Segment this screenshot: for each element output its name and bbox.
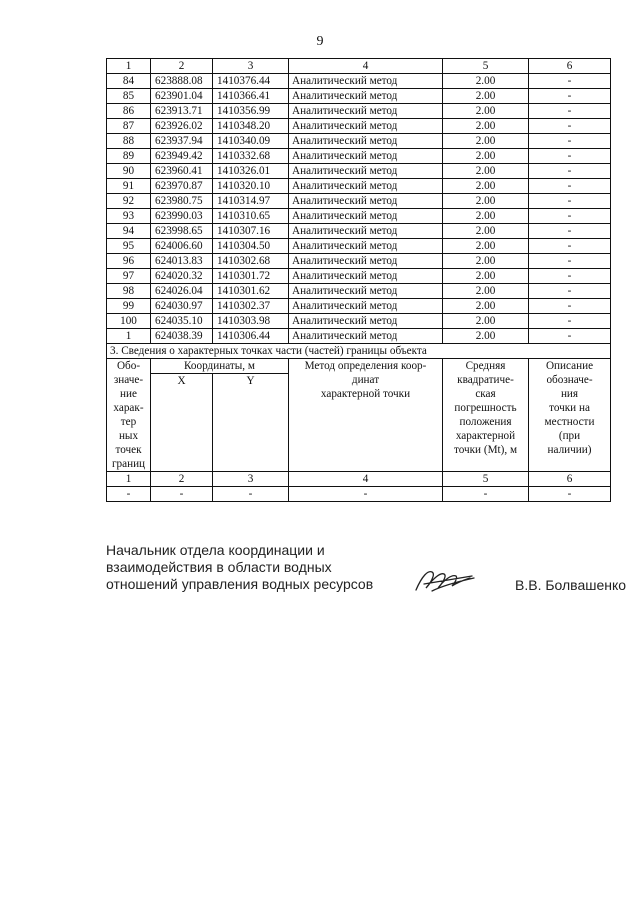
section-3-title-row [107, 344, 611, 359]
accuracy-cell: 2.00 [443, 299, 529, 314]
coord-x-cell: 623980.75 [151, 194, 213, 209]
coord-y-cell: 1410356.99 [213, 104, 289, 119]
position-line: отношений управления водных ресурсов [106, 576, 374, 592]
column-number: 2 [151, 472, 213, 487]
column-number: 2 [151, 59, 213, 74]
method-cell: Аналитический метод [289, 74, 443, 89]
section-3-empty-row [107, 487, 611, 502]
header-line: ние [120, 388, 137, 400]
header-line: харак- [113, 402, 144, 414]
point-number-cell: 1 [107, 329, 151, 344]
description-header [529, 359, 611, 472]
coord-y-cell: 1410307.16 [213, 224, 289, 239]
accuracy-cell: 2.00 [443, 194, 529, 209]
point-designation-header [107, 359, 151, 472]
header-line: точек [115, 444, 142, 456]
description-cell: - [529, 179, 611, 194]
table-row [107, 134, 611, 149]
method-cell: Аналитический метод [289, 179, 443, 194]
accuracy-cell: 2.00 [443, 104, 529, 119]
handwritten-signature [412, 566, 492, 594]
description-cell: - [529, 284, 611, 299]
header-line: ния [560, 388, 579, 400]
coord-y-cell: 1410302.37 [213, 299, 289, 314]
column-number: 6 [529, 59, 611, 74]
header-line: точки (Mt), м [453, 444, 518, 456]
coord-x-cell: 623960.41 [151, 164, 213, 179]
coord-x-cell: 624030.97 [151, 299, 213, 314]
table-row [107, 149, 611, 164]
description-cell: - [529, 104, 611, 119]
header-line: погрешность [454, 402, 517, 414]
empty-cell: - [529, 487, 611, 502]
coord-x-cell: 623990.03 [151, 209, 213, 224]
table-row [107, 269, 611, 284]
table-row [107, 119, 611, 134]
page-number: 9 [316, 34, 324, 49]
method-cell: Аналитический метод [289, 119, 443, 134]
point-number-cell: 90 [107, 164, 151, 179]
method-cell: Аналитический метод [289, 299, 443, 314]
point-number-cell: 100 [107, 314, 151, 329]
method-cell: Аналитический метод [289, 329, 443, 344]
point-number-cell: 85 [107, 89, 151, 104]
description-cell: - [529, 134, 611, 149]
coord-x-cell: 623998.65 [151, 224, 213, 239]
point-number-cell: 86 [107, 104, 151, 119]
method-cell: Аналитический метод [289, 239, 443, 254]
method-cell: Аналитический метод [289, 104, 443, 119]
description-cell: - [529, 314, 611, 329]
accuracy-cell: 2.00 [443, 254, 529, 269]
point-number-cell: 93 [107, 209, 151, 224]
accuracy-cell: 2.00 [443, 179, 529, 194]
coord-y-cell: 1410310.65 [213, 209, 289, 224]
description-cell: - [529, 119, 611, 134]
empty-cell: - [443, 487, 529, 502]
coord-x-cell: 623949.42 [151, 149, 213, 164]
header-line: Средняя [465, 360, 506, 372]
coordinates-table [106, 58, 611, 502]
coord-y-cell: 1410314.97 [213, 194, 289, 209]
accuracy-cell: 2.00 [443, 269, 529, 284]
method-cell: Аналитический метод [289, 194, 443, 209]
header-line: Метод определения коор- [304, 360, 427, 372]
header-line: характерной точки [320, 388, 411, 400]
coord-y-cell: 1410320.10 [213, 179, 289, 194]
table-row [107, 224, 611, 239]
description-cell: - [529, 224, 611, 239]
header-line: обозначе- [546, 374, 593, 386]
coord-x-cell: 624020.32 [151, 269, 213, 284]
coord-y-cell: 1410302.68 [213, 254, 289, 269]
empty-cell: - [151, 487, 213, 502]
accuracy-cell: 2.00 [443, 209, 529, 224]
point-number-cell: 96 [107, 254, 151, 269]
method-cell: Аналитический метод [289, 284, 443, 299]
coord-y-cell: 1410303.98 [213, 314, 289, 329]
header-line: точки на [549, 402, 590, 414]
point-number-cell: 89 [107, 149, 151, 164]
point-number-cell: 94 [107, 224, 151, 239]
column-number: 5 [443, 472, 529, 487]
description-cell: - [529, 329, 611, 344]
table-row [107, 104, 611, 119]
method-header [289, 359, 443, 472]
coord-x-cell: 624006.60 [151, 239, 213, 254]
coord-y-cell: 1410301.62 [213, 284, 289, 299]
accuracy-cell: 2.00 [443, 74, 529, 89]
table-row [107, 299, 611, 314]
header-line: значе- [113, 374, 144, 386]
position-line: взаимодействия в области водных [106, 559, 332, 575]
header-line: границ [111, 458, 146, 470]
point-number-cell: 87 [107, 119, 151, 134]
description-cell: - [529, 209, 611, 224]
table-row [107, 329, 611, 344]
coord-y-cell: 1410326.01 [213, 164, 289, 179]
description-cell: - [529, 269, 611, 284]
column-number: 6 [529, 472, 611, 487]
position-line: Начальник отдела координации и [106, 542, 325, 558]
coord-x-cell: 623888.08 [151, 74, 213, 89]
column-number: 4 [289, 472, 443, 487]
header-line: Обо- [116, 360, 141, 372]
description-cell: - [529, 89, 611, 104]
empty-cell: - [107, 487, 151, 502]
method-cell: Аналитический метод [289, 224, 443, 239]
coord-x-cell: 624038.39 [151, 329, 213, 344]
signatory-position [106, 542, 373, 593]
method-cell: Аналитический метод [289, 149, 443, 164]
method-cell: Аналитический метод [289, 89, 443, 104]
table-row [107, 179, 611, 194]
coord-y-cell: 1410332.68 [213, 149, 289, 164]
empty-cell: - [213, 487, 289, 502]
point-number-cell: 95 [107, 239, 151, 254]
coord-y-cell: 1410340.09 [213, 134, 289, 149]
column-number: 4 [289, 59, 443, 74]
section-3-column-number-row [107, 472, 611, 487]
coord-y-cell: 1410306.44 [213, 329, 289, 344]
point-number-cell: 88 [107, 134, 151, 149]
header-line: положения [459, 416, 512, 428]
table-row [107, 194, 611, 209]
table-row [107, 284, 611, 299]
column-number: 3 [213, 59, 289, 74]
method-cell: Аналитический метод [289, 209, 443, 224]
header-line: наличии) [547, 444, 592, 456]
method-cell: Аналитический метод [289, 314, 443, 329]
description-cell: - [529, 299, 611, 314]
description-cell: - [529, 239, 611, 254]
accuracy-cell: 2.00 [443, 224, 529, 239]
coordinates-header: Координаты, м [151, 359, 289, 374]
point-number-cell: 97 [107, 269, 151, 284]
table-row [107, 314, 611, 329]
point-number-cell: 92 [107, 194, 151, 209]
method-cell: Аналитический метод [289, 134, 443, 149]
column-number: 1 [107, 472, 151, 487]
column-number: 1 [107, 59, 151, 74]
header-line: тер [120, 416, 137, 428]
accuracy-cell: 2.00 [443, 284, 529, 299]
point-number-cell: 84 [107, 74, 151, 89]
point-number-cell: 99 [107, 299, 151, 314]
description-cell: - [529, 164, 611, 179]
header-line: местности [544, 416, 595, 428]
header-line: (при [558, 430, 581, 442]
table-row [107, 164, 611, 179]
accuracy-cell: 2.00 [443, 164, 529, 179]
header-line: динат [351, 374, 380, 386]
coord-y-cell: 1410376.44 [213, 74, 289, 89]
accuracy-cell: 2.00 [443, 149, 529, 164]
coord-x-cell: 623926.02 [151, 119, 213, 134]
coord-y-cell: 1410301.72 [213, 269, 289, 284]
empty-cell: - [289, 487, 443, 502]
coord-x-cell: 624026.04 [151, 284, 213, 299]
description-cell: - [529, 74, 611, 89]
method-cell: Аналитический метод [289, 164, 443, 179]
accuracy-cell: 2.00 [443, 314, 529, 329]
table-row [107, 89, 611, 104]
signatory-name: В.В. Болвашенко [515, 577, 627, 593]
column-number: 5 [443, 59, 529, 74]
accuracy-cell: 2.00 [443, 239, 529, 254]
table-row [107, 239, 611, 254]
coord-x-cell: 623901.04 [151, 89, 213, 104]
description-cell: - [529, 194, 611, 209]
header-line: ская [475, 388, 496, 400]
header-line: ных [118, 430, 139, 442]
description-cell: - [529, 149, 611, 164]
method-cell: Аналитический метод [289, 269, 443, 284]
coord-x-cell: 624013.83 [151, 254, 213, 269]
coord-x-cell: 623937.94 [151, 134, 213, 149]
column-number: 3 [213, 472, 289, 487]
accuracy-cell: 2.00 [443, 89, 529, 104]
error-header [443, 359, 529, 472]
accuracy-cell: 2.00 [443, 329, 529, 344]
accuracy-cell: 2.00 [443, 119, 529, 134]
header-line: Описание [545, 360, 594, 372]
header-line: квадратиче- [457, 374, 514, 386]
x-header: X [151, 374, 213, 472]
coord-x-cell: 623970.87 [151, 179, 213, 194]
y-header: Y [213, 374, 289, 472]
section-3-header-row [107, 359, 611, 374]
coord-y-cell: 1410366.41 [213, 89, 289, 104]
coord-x-cell: 624035.10 [151, 314, 213, 329]
method-cell: Аналитический метод [289, 254, 443, 269]
coord-y-cell: 1410304.50 [213, 239, 289, 254]
table-row [107, 209, 611, 224]
point-number-cell: 91 [107, 179, 151, 194]
description-cell: - [529, 254, 611, 269]
coord-x-cell: 623913.71 [151, 104, 213, 119]
coord-y-cell: 1410348.20 [213, 119, 289, 134]
accuracy-cell: 2.00 [443, 134, 529, 149]
table-row [107, 74, 611, 89]
point-number-cell: 98 [107, 284, 151, 299]
column-number-row [107, 59, 611, 74]
header-line: характерной [455, 430, 516, 442]
table-row [107, 254, 611, 269]
section-3-title: 3. Сведения о характерных точках части (частей) границы объекта [107, 344, 611, 359]
